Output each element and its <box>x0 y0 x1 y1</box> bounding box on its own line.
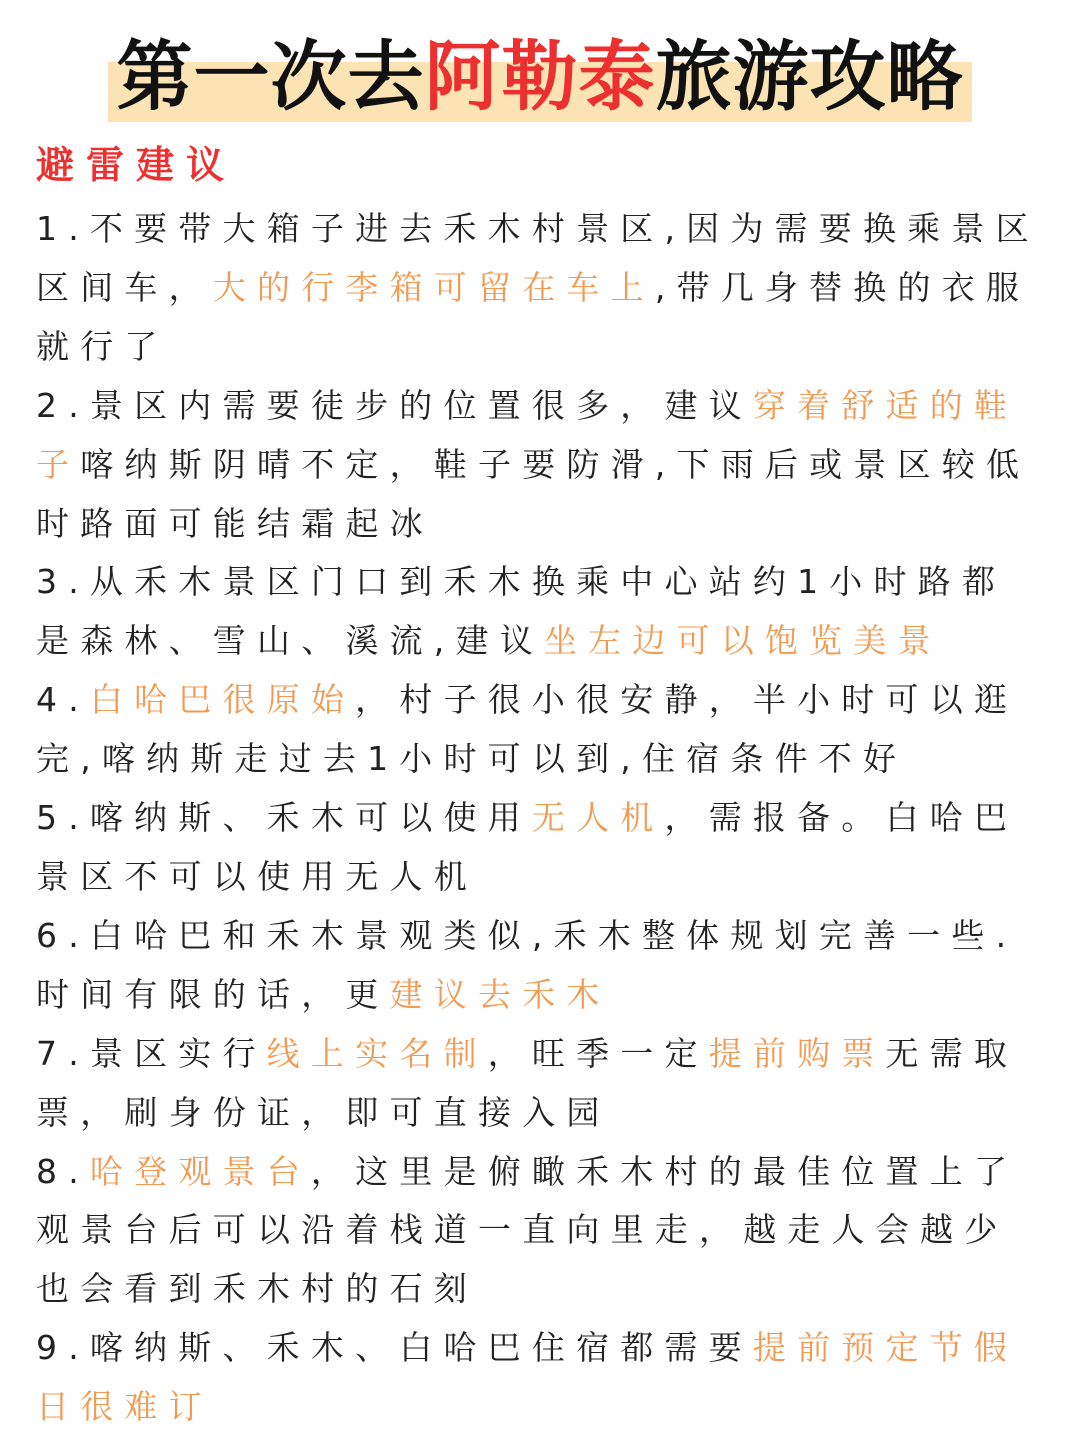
tip-highlight-text: 穿着舒适的鞋子 <box>36 385 1019 484</box>
tip-highlight-text: 大的行李箱可留在车上 <box>212 267 655 307</box>
tip-text: 3.从禾木景区门口到禾木换乘中心站约1小时路都是森林、雪山、溪流,建议 <box>36 562 1007 661</box>
tip-text: 5.喀纳斯、禾木可以使用 <box>36 798 532 838</box>
title-area <box>0 22 1080 132</box>
tip-text: 8. <box>36 1151 90 1191</box>
tip-text: ,带几身替换的衣服就行了 <box>36 267 1031 366</box>
tip-text: ，村子很小很安静，半小时可以逛完,喀纳斯走过去1小时可以到,住宿条件不好 <box>36 680 1019 779</box>
tip-item <box>36 1143 1042 1320</box>
tip-item <box>36 907 1042 1025</box>
tip-item <box>36 1025 1042 1143</box>
title-part-2: 旅游攻略 <box>655 32 964 121</box>
tip-text: 9.喀纳斯、禾木、白哈巴住宿都需要 <box>36 1328 753 1368</box>
section-heading: 避雷建议 <box>36 143 237 187</box>
tip-highlight-text: 提前购票 <box>708 1033 886 1073</box>
tip-highlight-text: 线上实名制 <box>266 1033 488 1073</box>
tip-highlight-text: 白哈巴很原始 <box>89 680 356 720</box>
tip-highlight-text: 提前预定节假日很难订 <box>36 1328 1019 1427</box>
tip-text: 4. <box>36 680 90 720</box>
title-part-1: 第一次去 <box>116 32 425 121</box>
tip-highlight-text: 无人机 <box>531 798 665 838</box>
tip-highlight-text: 建议去禾木 <box>389 974 611 1014</box>
tip-text: 喀纳斯阴晴不定，鞋子要防滑,下雨后或景区较低时路面可能结霜起冰 <box>36 444 1031 543</box>
tip-text: ，这里是俯瞰禾木村的最佳位置上了观景台后可以沿着栈道一直向里走，越走人会越少也会看到禾木村的石刻 <box>36 1151 1019 1309</box>
tip-text: 2.景区内需要徒步的位置很多，建议 <box>36 385 753 425</box>
tip-item <box>36 1319 1042 1437</box>
tip-text: ，旺季一定 <box>487 1033 709 1073</box>
tip-item <box>36 377 1042 554</box>
tip-text: 1.不要带大箱子进去禾木村景区,因为需要换乘景区区间车， <box>36 209 1040 307</box>
tip-item <box>36 671 1042 789</box>
tip-item <box>36 553 1042 671</box>
tip-item <box>36 200 1042 377</box>
tip-item <box>36 789 1042 907</box>
tips-list <box>36 200 1042 1437</box>
page-title <box>0 22 1080 132</box>
tip-text: ，需报备。白哈巴景区不可以使用无人机 <box>36 798 1019 896</box>
tip-text: 6.白哈巴和禾木景观类似,禾木整体规划完善一些.时间有限的话，更 <box>36 915 1018 1014</box>
tip-text: 无需取票，刷身份证，即可直接入园 <box>36 1033 1019 1132</box>
tip-text: 7.景区实行 <box>36 1033 267 1073</box>
tip-highlight-text: 坐左边可以饱览美景 <box>543 621 942 661</box>
title-highlight: 阿勒泰 <box>424 32 656 121</box>
tip-highlight-text: 哈登观景台 <box>89 1151 311 1191</box>
